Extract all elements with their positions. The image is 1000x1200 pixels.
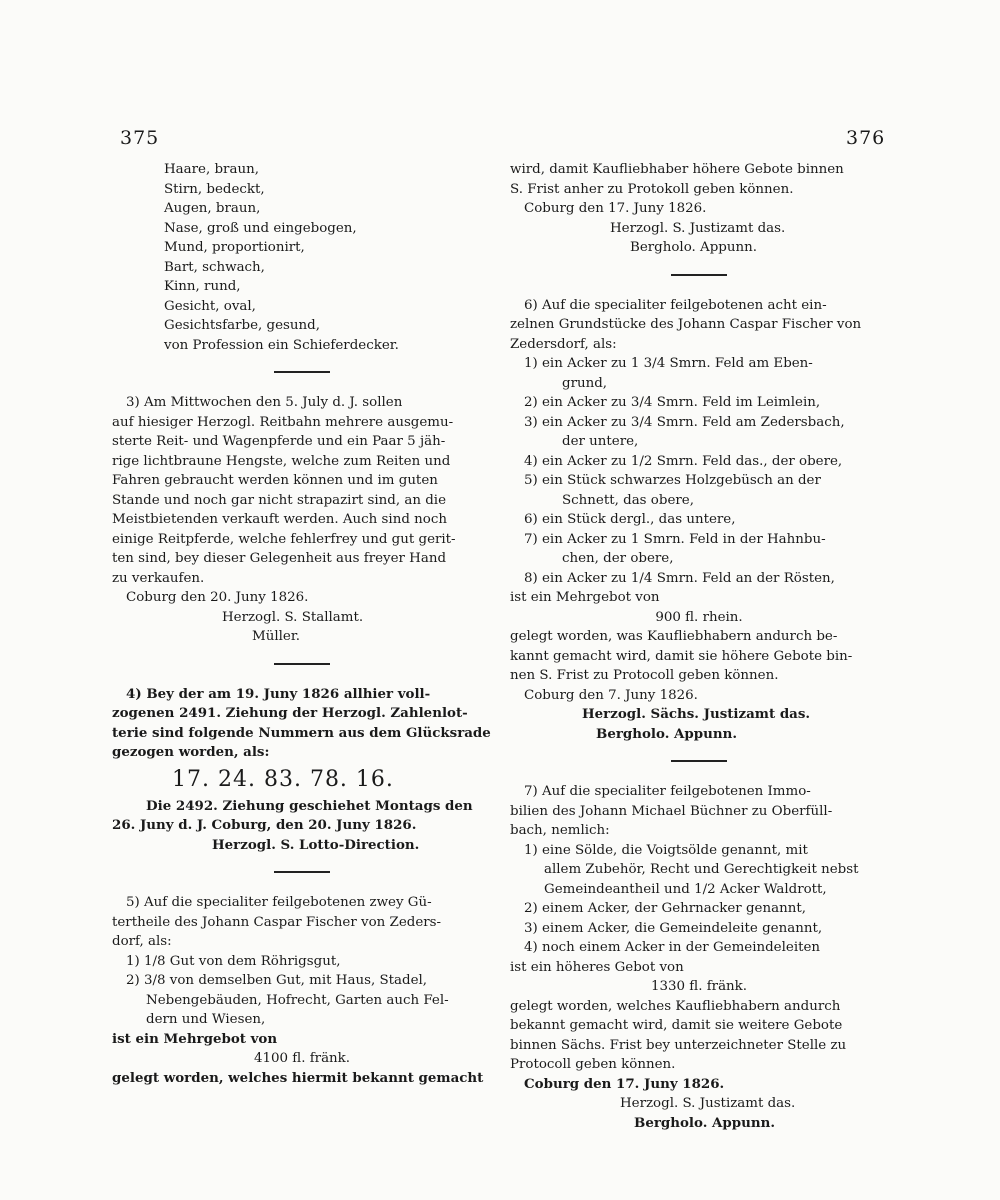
- notice-item: 4) ein Acker zu 1/2 Smrn. Feld das., der obere,: [524, 453, 843, 469]
- description-line: Bart, schwach,: [164, 259, 265, 275]
- notice-tail: gelegt worden, welches Kaufliebhabern andurch: [510, 998, 841, 1014]
- notice-line: 3) Am Mittwochen den 5. July d. J. sollen: [126, 395, 403, 410]
- notice-line: S. Frist anher zu Protokoll geben können.: [510, 181, 794, 197]
- notice-item: grund,: [562, 375, 608, 391]
- notice-tail: gelegt worden, was Kaufliebhabern andurch be-: [510, 629, 838, 644]
- notice-date: Coburg den 7. Juny 1826.: [524, 687, 698, 703]
- notice-line: 7) Auf die specialiter feilgebotenen Immo-: [524, 784, 811, 799]
- notice-office: Herzogl. S. Justizamt das.: [610, 220, 786, 236]
- notice-line: Fahren gebraucht werden können und im guten: [112, 473, 438, 488]
- notice-item: allem Zubehör, Recht und Gerechtigkeit nebst: [544, 862, 859, 877]
- notice-tail: gelegt worden, welches hiermit bekannt gemacht: [112, 1069, 484, 1086]
- notice-5-continued: [510, 160, 888, 258]
- notice-item: 1) eine Sölde, die Voigtsölde genannt, mit: [524, 842, 808, 858]
- notice-line: 26. Juny d. J. Coburg, den 20. Juny 1826.: [112, 817, 417, 833]
- description-line: von Profession ein Schieferdecker.: [164, 337, 399, 353]
- notice-line: Die 2492. Ziehung geschiehet Montags den: [146, 797, 473, 814]
- notice-item: 1) 1/8 Gut von dem Röhrigsgut,: [126, 953, 341, 969]
- notice-tail: nen S. Frist zu Protocoll geben können.: [510, 668, 779, 683]
- bid-amount: 900 fl. rhein.: [655, 609, 743, 625]
- notice-line: ten sind, bey dieser Gelegenheit aus freyer Hand: [112, 551, 447, 566]
- notice-tail: kannt gemacht wird, damit sie höhere Gebote bin-: [510, 648, 853, 664]
- description-line: Stirn, bedeckt,: [164, 181, 265, 197]
- separator-rule: [274, 663, 330, 665]
- separator-rule: [274, 871, 330, 873]
- notice-office: Herzogl. S. Stallamt.: [222, 609, 364, 625]
- notice-tail: Protocoll geben können.: [510, 1057, 676, 1072]
- notice-date: Coburg den 17. Juny 1826.: [524, 1075, 725, 1092]
- notice-line: gezogen worden, als:: [112, 744, 270, 760]
- notice-line: zelnen Grundstücke des Johann Caspar Fischer von: [510, 317, 862, 332]
- description-line: Mund, proportionirt,: [164, 240, 305, 255]
- notice-date: Coburg den 20. Juny 1826.: [126, 590, 309, 605]
- page-number-right: 376: [846, 127, 886, 149]
- bid-line: ist ein Mehrgebot von: [510, 590, 660, 605]
- notice-line: dorf, als:: [112, 934, 172, 949]
- notice-line: Stande und noch gar nicht strapazirt sind, an die: [112, 492, 447, 508]
- notice-item: 3) einem Acker, die Gemeindeleite genannt,: [524, 920, 823, 936]
- notice-office: Herzogl. S. Lotto-Direction.: [212, 836, 420, 853]
- notice-item: 3) ein Acker zu 3/4 Smrn. Feld am Zedersbach,: [524, 414, 845, 430]
- notice-line: sterte Reit- und Wagenpferde und ein Paar 5 jäh-: [112, 434, 446, 449]
- notice-line: Zedersdorf, als:: [510, 336, 617, 352]
- notice-item: chen, der obere,: [562, 551, 674, 566]
- notice-line: rige lichtbraune Hengste, welche zum Reiten und: [112, 453, 451, 469]
- notice-line: bilien des Johann Michael Büchner zu Oberfüll-: [510, 803, 833, 819]
- description-line: Nase, groß und eingebogen,: [164, 220, 357, 236]
- notice-line: Meistbietenden verkauft werden. Auch sind noch: [112, 512, 447, 527]
- description-line: Gesichtsfarbe, gesund,: [164, 318, 320, 333]
- notice-tail: bekannt gemacht wird, damit sie weitere Gebote: [510, 1018, 843, 1033]
- notice-line: wird, damit Kaufliebhaber höhere Gebote binnen: [510, 162, 844, 177]
- description-line: Gesicht, oval,: [164, 298, 256, 314]
- right-column: [510, 160, 888, 1133]
- notice-signer: Bergholo. Appunn.: [634, 1114, 776, 1131]
- lottery-numbers: 17. 24. 83. 78. 16.: [172, 766, 394, 792]
- notice-line: einige Reitpferde, welche fehlerfrey und gut gerit-: [112, 531, 456, 547]
- notice-tail: binnen Sächs. Frist bey unterzeichneter Stelle zu: [510, 1037, 847, 1053]
- notice-line: 4) Bey der am 19. Juny 1826 allhier voll-: [126, 685, 431, 702]
- bid-line: ist ein höheres Gebot von: [510, 959, 684, 975]
- bid-amount: 1330 fl. fränk.: [650, 979, 748, 994]
- description-line: Haare, braun,: [164, 162, 259, 177]
- page-number-left: 375: [120, 127, 160, 149]
- notice-item: 6) ein Stück dergl., das untere,: [524, 512, 736, 527]
- description-line: Augen, braun,: [164, 201, 261, 216]
- bid-amount: 4100 fl. fränk.: [253, 1051, 351, 1066]
- notice-line: tertheile des Johann Caspar Fischer von Zeders-: [112, 914, 442, 930]
- bid-line: ist ein Mehrgebot von: [112, 1030, 278, 1047]
- separator-rule: [274, 371, 330, 373]
- notice-item: 2) 3/8 von demselben Gut, mit Haus, Stadel,: [126, 973, 428, 988]
- notice-item: Gemeindeantheil und 1/2 Acker Waldrott,: [544, 881, 827, 897]
- left-column: [112, 160, 492, 1088]
- notice-line: 5) Auf die specialiter feilgebotenen zwey Gü-: [126, 895, 432, 910]
- notice-line: terie sind folgende Nummern aus dem Glücksrade: [112, 724, 491, 741]
- notice-signer: Bergholo. Appunn.: [596, 725, 738, 742]
- notice-4: [112, 685, 492, 856]
- notice-line: 6) Auf die specialiter feilgebotenen acht ein-: [524, 297, 827, 313]
- notice-item: 1) ein Acker zu 1 3/4 Smrn. Feld am Eben-: [524, 356, 813, 371]
- notice-item: dern und Wiesen,: [146, 1012, 266, 1027]
- notice-item: Schnett, das obere,: [562, 492, 694, 508]
- notice-item: Nebengebäuden, Hofrecht, Garten auch Fel-: [146, 992, 449, 1008]
- notice-line: auf hiesiger Herzogl. Reitbahn mehrere ausgemu-: [112, 414, 454, 430]
- notice-date: Coburg den 17. Juny 1826.: [524, 201, 707, 216]
- notice-item: 5) ein Stück schwarzes Holzgebüsch an der: [524, 473, 821, 488]
- notice-signer: Bergholo. Appunn.: [630, 240, 757, 255]
- description-line: Kinn, rund,: [164, 279, 241, 294]
- notice-line: bach, nemlich:: [510, 823, 610, 838]
- notice-item: 2) einem Acker, der Gehrnacker genannt,: [524, 901, 806, 916]
- separator-rule: [671, 760, 727, 762]
- description-list: [112, 160, 492, 355]
- notice-line: zu verkaufen.: [112, 570, 205, 586]
- notice-office: Herzogl. S. Justizamt das.: [620, 1096, 796, 1111]
- notice-line: zogenen 2491. Ziehung der Herzogl. Zahlenlot-: [112, 705, 468, 721]
- notice-item: 4) noch einem Acker in der Gemeindeleiten: [524, 940, 821, 955]
- notice-7: [510, 782, 888, 1133]
- notice-3: [112, 393, 492, 647]
- notice-item: 7) ein Acker zu 1 Smrn. Feld in der Hahnbu-: [524, 531, 826, 547]
- notice-office: Herzogl. Sächs. Justizamt das.: [582, 706, 811, 722]
- notice-5: [112, 893, 492, 1088]
- notice-signer: Müller.: [252, 629, 301, 644]
- notice-6: [510, 296, 888, 745]
- separator-rule: [671, 274, 727, 276]
- notice-item: der untere,: [562, 434, 639, 449]
- notice-item: 8) ein Acker zu 1/4 Smrn. Feld an der Rösten,: [524, 570, 835, 586]
- notice-item: 2) ein Acker zu 3/4 Smrn. Feld im Leimlein,: [524, 395, 821, 410]
